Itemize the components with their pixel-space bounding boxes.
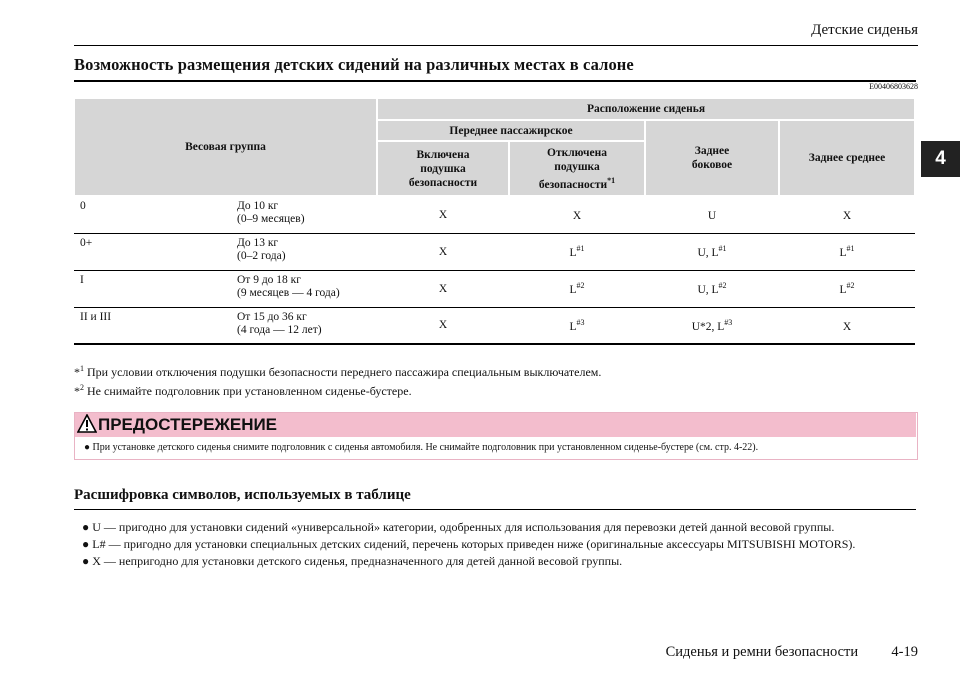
header-weight-group: Весовая группа	[74, 98, 377, 196]
header-airbag-on: Включена подушка безопасности	[377, 141, 509, 196]
cell-weight: От 9 до 18 кг (9 месяцев — 4 года)	[231, 270, 377, 307]
table-row	[74, 233, 915, 270]
cell-airbag-off: $L^{\#2}$	[509, 270, 645, 307]
cell-rear-center: X	[779, 196, 915, 233]
cell-weight: До 13 кг (0–2 года)	[231, 233, 377, 270]
cell-airbag-off: X	[509, 196, 645, 233]
cell-weight: От 15 до 36 кг (4 года — 12 лет)	[231, 307, 377, 344]
cell-airbag-on: X	[377, 307, 509, 344]
cell-airbag-off: $L^{\#1}$	[509, 233, 645, 270]
cell-airbag-on: X	[377, 196, 509, 233]
chapter-tab: 4	[921, 141, 960, 177]
cell-group: I	[74, 270, 231, 307]
header-airbag-off: Отключена подушка безопасности$^{*1}$	[509, 141, 645, 196]
footer-section: Сиденья и ремни безопасности	[665, 644, 859, 660]
section-divider	[74, 80, 916, 82]
table-row	[74, 196, 915, 233]
header-divider	[74, 45, 918, 46]
warning-title: ПРЕДОСТЕРЕЖЕНИЕ	[98, 415, 278, 434]
cell-weight: До 10 кг (0–9 месяцев)	[231, 196, 377, 233]
legend-item-u: ● U — пригодно для установки сидений «универсальной» категории, одобренных для использования для перевозки детей данной весовой группы.	[82, 520, 835, 534]
cell-group: 0	[74, 196, 231, 233]
seat-compatibility-table	[73, 97, 916, 345]
cell-rear-side: U*2, $L^{\#3}$	[645, 307, 779, 344]
cell-airbag-on: X	[377, 233, 509, 270]
table-row	[74, 307, 915, 344]
cell-rear-side: U, $L^{\#2}$	[645, 270, 779, 307]
warning-text: ● При установке детского сиденья снимите подголовник с сиденья автомобиля. Не снимайте подголовник при установленном сиденье-бустере (см. стр. 4-22).	[84, 442, 759, 453]
cell-rear-center: $L^{\#1}$	[779, 233, 915, 270]
page-number: 4-19	[891, 644, 918, 660]
legend-title: Расшифровка символов, используемых в таблице	[74, 487, 411, 503]
cell-rear-center: X	[779, 307, 915, 344]
page-header-title: Детские сиденья	[811, 22, 918, 38]
document-code: E00406803628	[869, 82, 918, 91]
footnote-2: *$^2$ Не снимайте подголовник при установленном сиденье-бустере.	[74, 383, 412, 398]
table-row	[74, 270, 915, 307]
header-seat-location: Расположение сиденья	[377, 98, 915, 120]
cell-airbag-off: $L^{\#3}$	[509, 307, 645, 344]
header-rear-center: Заднее среднее	[779, 120, 915, 196]
legend-item-x: ● X — непригодно для установки детского сиденья, предназначенного для детей данной весовой группы.	[82, 554, 623, 568]
footnote-1: *$^1$ При условии отключения подушки безопасности переднего пассажира специальным выключателем.	[74, 364, 602, 379]
cell-group: II и III	[74, 307, 231, 344]
section-title: Возможность размещения детских сидений на различных местах в салоне	[74, 55, 634, 74]
header-rear-side: Заднее боковое	[645, 120, 779, 196]
page-footer	[666, 644, 918, 661]
legend-item-l: ● L# — пригодно для установки специальных детских сидений, перечень которых приведен ниже (оригинальные аксессуары MITSUBISHI MOTORS).	[82, 537, 856, 551]
cell-airbag-on: X	[377, 270, 509, 307]
legend-divider	[74, 509, 916, 510]
header-front-passenger: Переднее пассажирское	[377, 120, 645, 141]
cell-group: 0+	[74, 233, 231, 270]
warning-triangle-icon	[77, 414, 97, 433]
cell-rear-side: U, $L^{\#1}$	[645, 233, 779, 270]
cell-rear-center: $L^{\#2}$	[779, 270, 915, 307]
cell-rear-side: U	[645, 196, 779, 233]
